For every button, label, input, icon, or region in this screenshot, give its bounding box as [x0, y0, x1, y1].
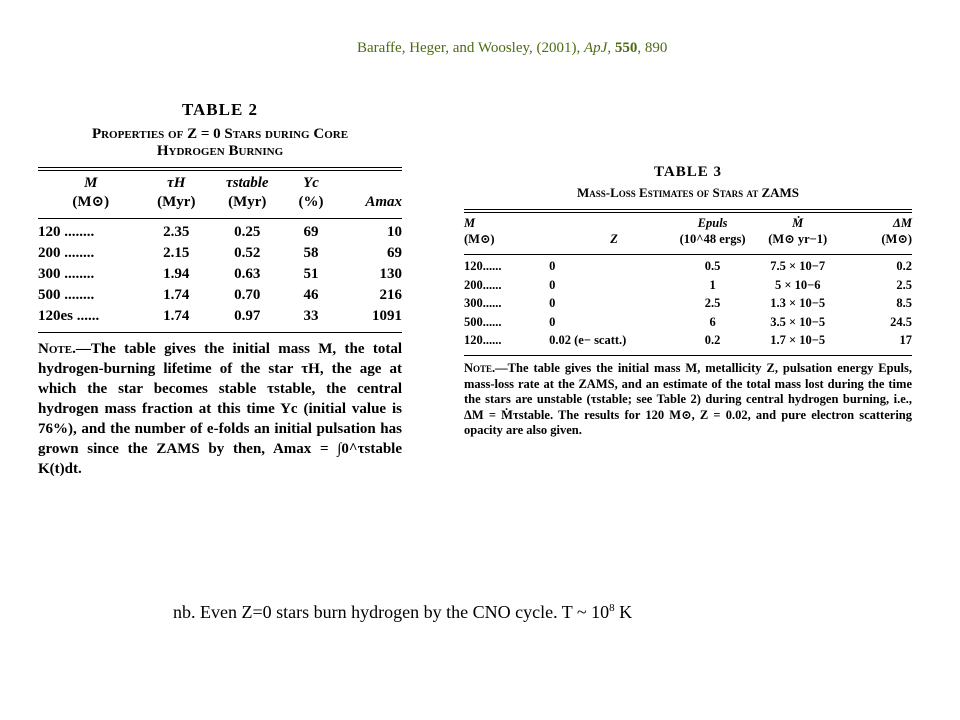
table-row: 120...... 0 0.5 7.5 × 10−7 0.2: [464, 259, 912, 274]
table-3-header: Z: [610, 231, 618, 246]
table-2-number: TABLE 2: [181, 100, 259, 119]
table-3-number: TABLE 3: [654, 164, 722, 180]
table-2-grid: [38, 171, 402, 327]
table-row: 120...... 0.02 (e− scatt.) 0.2 1.7 × 10−5 17: [464, 333, 912, 348]
table-2-header: τH (Myr): [157, 175, 196, 210]
table-3-header: M (M⊙): [464, 216, 495, 246]
table-3-header: Ṁ (M⊙ yr−1): [768, 216, 828, 246]
table-row: 200...... 0 1 5 × 10−6 2.5: [464, 277, 912, 292]
table-3-caption: Mass-Loss Estimates of Stars at ZAMS: [576, 185, 800, 200]
table-row: 300...... 0 2.5 1.3 × 10−5 8.5: [464, 296, 912, 311]
footer-exponent: 8: [609, 602, 615, 614]
table-3-note-text: —The table gives the initial mass M, metallicity Z, pulsation energy Epuls, mass-loss rate at the ZAMS, and an estimate of the total mass lost during the time the stars are unstable (τstable; see Table 2) during central hydrogen burning, i.e., ΔM = Ṁτstable. The results for 120 M⊙, Z = 0.02, and pure electron scattering opacity are also given.: [464, 361, 912, 438]
table-3-header: ΔM (M⊙): [881, 216, 912, 246]
table-2-header-rule: [38, 218, 402, 219]
table-3-grid: [464, 213, 912, 350]
table-2-caption-line1: Properties of Z = 0 Stars during Core: [91, 126, 349, 142]
table-2: [38, 100, 402, 479]
footer-unit: K: [614, 602, 633, 622]
table-2-header: Amax: [365, 193, 402, 210]
table-2-header: Yc (%): [298, 175, 324, 210]
table-row: 300 ........ 1.94 0.63 51 130: [38, 265, 402, 282]
table-2-note: [38, 339, 402, 479]
table-2-caption-line2: Hydrogen Burning: [156, 142, 284, 159]
citation-sep: ,: [607, 40, 615, 56]
table-row: 200 ........ 2.15 0.52 58 69: [38, 244, 402, 261]
table-3-note-lead: Note.: [464, 361, 496, 376]
table-2-note-lead: Note.: [38, 340, 76, 357]
citation-journal: ApJ: [584, 40, 608, 56]
table-2-caption: [38, 126, 402, 159]
table-2-header-row: [38, 171, 402, 216]
table-3: [464, 164, 912, 439]
table-2-header: M (M⊙): [72, 175, 110, 210]
table-2-header: τstable (Myr): [226, 175, 269, 210]
table-row: 500 ........ 1.74 0.70 46 216: [38, 286, 402, 303]
citation-pages: , 890: [637, 40, 668, 56]
table-3-note: [464, 361, 912, 439]
table-3-header-row: [464, 213, 912, 251]
table-2-bottom-rule: [38, 332, 402, 333]
footer-text: nb. Even Z=0 stars burn hydrogen by the CNO cycle. T ~ 10: [173, 602, 610, 622]
table-row: 120es ...... 1.74 0.97 33 1091: [38, 307, 402, 324]
table-row: 500...... 0 6 3.5 × 10−5 24.5: [464, 314, 912, 329]
table-row: 120 ........ 2.35 0.25 69 10: [38, 223, 402, 240]
citation-authors: Baraffe, Heger, and Woosley, (2001),: [357, 40, 585, 56]
citation-volume: 550: [614, 40, 638, 56]
table-3-header: Epuls (10^48 ergs): [679, 216, 746, 246]
table-2-note-text: —The table gives the initial mass M, the total hydrogen-burning lifetime of the star τH, the age at which the star becomes stable τstable, the central hydrogen mass fraction at this time Yc (initial value is 76%), and the number of e-folds an initial pulsation has grown since the ZAMS by then, Amax = ∫0^τstable K(t)dt.: [38, 340, 402, 477]
table-3-bottom-rule: [464, 355, 912, 356]
footer-note: [173, 602, 632, 623]
citation: [357, 40, 667, 57]
table-3-header-rule: [464, 254, 912, 255]
